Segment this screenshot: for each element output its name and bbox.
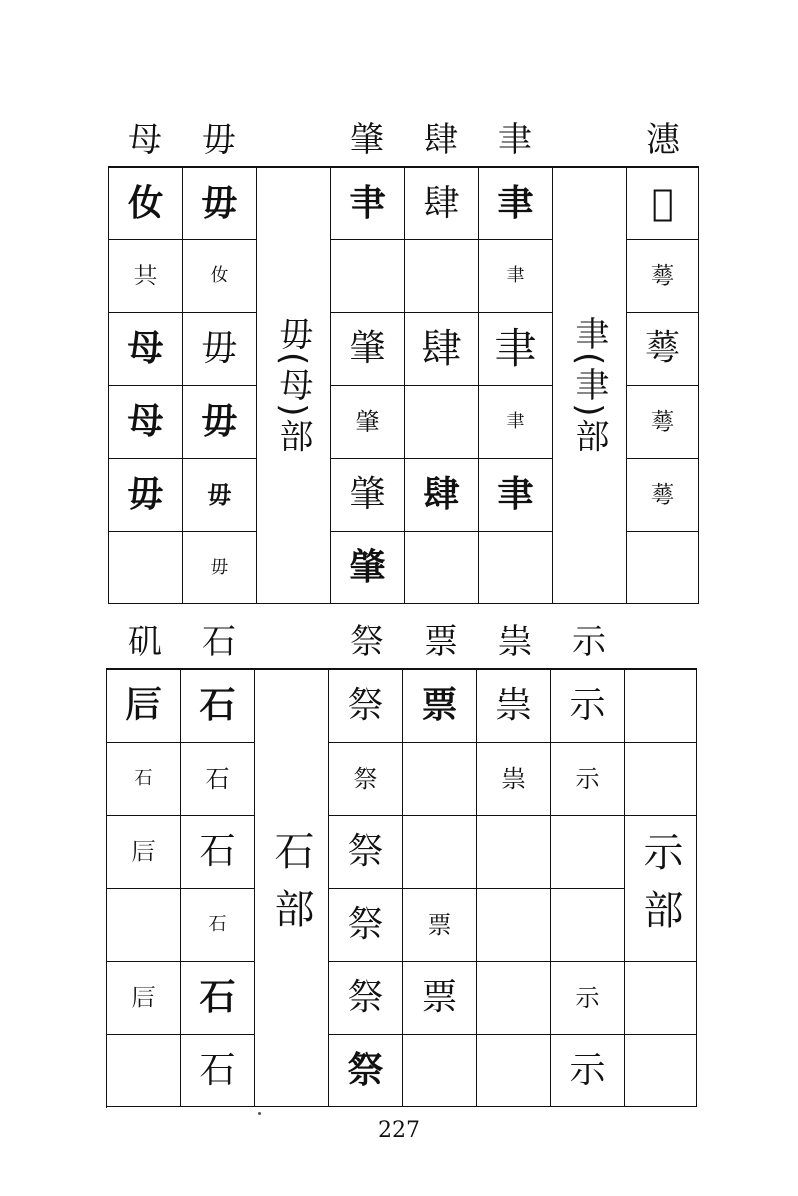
glyph-cell: 肇 — [331, 459, 405, 532]
glyph-cell: 㚢 — [109, 168, 183, 240]
glyph-cell: 𦾓 — [627, 386, 699, 459]
glyph-cell — [479, 532, 553, 604]
glyph-cell — [107, 889, 181, 962]
header-char: 聿 — [498, 120, 532, 160]
glyph-cell: 石 — [181, 816, 255, 889]
glyph-cell: 𦾓 — [627, 240, 699, 313]
glyph-cell — [403, 1035, 477, 1107]
glyph-cell: 示 — [551, 1035, 625, 1107]
header-char: 票 — [424, 622, 458, 662]
glyph-cell: 母 — [109, 313, 183, 386]
glyph-cell: 祭 — [329, 743, 403, 816]
glyph-cell: 石 — [181, 962, 255, 1035]
glyph-cell: 聿 — [479, 459, 553, 532]
glyph-cell — [551, 816, 625, 889]
glyph-cell: 𥐘 — [107, 670, 181, 743]
glyph-cell: 毋 — [109, 459, 183, 532]
glyph-cell: 毋 — [183, 313, 257, 386]
glyph-cell: 石 — [107, 743, 181, 816]
glyph-cell: 㚢 — [183, 240, 257, 313]
top-header-row — [108, 118, 700, 162]
header-char: 母 — [128, 120, 162, 160]
empty-cell — [625, 743, 697, 816]
glyph-cell: 肆 — [405, 168, 479, 240]
glyph-cell: 石 — [181, 1035, 255, 1107]
radical-label: 示部 — [625, 816, 697, 962]
radical-label: 毋(母)部 — [257, 168, 331, 604]
glyph-cell: 聿 — [479, 168, 553, 240]
glyph-cell: 𠔏 — [109, 240, 183, 313]
glyph-cell: 票 — [403, 889, 477, 962]
glyph-cell: 𦾓 — [627, 313, 699, 386]
header-char: 毋 — [202, 120, 236, 160]
glyph-cell: 示 — [551, 743, 625, 816]
glyph-cell — [403, 743, 477, 816]
header-char: 示 — [572, 622, 606, 662]
glyph-cell: 𧆞 — [627, 168, 699, 240]
glyph-cell — [477, 816, 551, 889]
glyph-cell: 毋 — [183, 386, 257, 459]
radical-label: 石部 — [255, 670, 329, 1107]
top-character-table — [108, 166, 699, 604]
bottom-header-row — [108, 620, 700, 664]
glyph-cell: 肆 — [405, 313, 479, 386]
glyph-cell: 𥐘 — [107, 962, 181, 1035]
glyph-cell: 肇 — [331, 532, 405, 604]
glyph-cell: 祭 — [329, 962, 403, 1035]
glyph-cell: 𥐘 — [107, 816, 181, 889]
glyph-cell: 肇 — [331, 313, 405, 386]
glyph-cell: 祟 — [477, 743, 551, 816]
glyph-cell: 票 — [403, 962, 477, 1035]
glyph-cell — [405, 386, 479, 459]
header-char: 祭 — [350, 622, 384, 662]
glyph-cell: 石 — [181, 889, 255, 962]
glyph-cell: 聿 — [479, 386, 553, 459]
glyph-cell: 聿 — [479, 313, 553, 386]
glyph-cell: 示 — [551, 962, 625, 1035]
glyph-cell: 祭 — [329, 816, 403, 889]
glyph-cell: 𦘒 — [331, 168, 405, 240]
glyph-cell: 毋 — [183, 168, 257, 240]
header-char: 肆 — [424, 120, 458, 160]
glyph-cell: 母 — [109, 386, 183, 459]
glyph-cell: 毋 — [183, 532, 257, 604]
empty-cell — [625, 670, 697, 743]
bottom-character-table — [106, 668, 697, 1108]
glyph-cell — [477, 889, 551, 962]
glyph-cell: 肆 — [405, 459, 479, 532]
glyph-cell: 票 — [403, 670, 477, 743]
glyph-cell: 示 — [551, 670, 625, 743]
radical-label: 聿(聿)部 — [553, 168, 627, 604]
header-char: 肇 — [350, 120, 384, 160]
header-char: 潓 — [646, 120, 680, 160]
glyph-cell — [107, 1035, 181, 1107]
glyph-cell — [551, 889, 625, 962]
page-number: 227 — [378, 1118, 420, 1143]
glyph-cell — [627, 532, 699, 604]
header-char: 石 — [202, 622, 236, 662]
glyph-cell — [405, 240, 479, 313]
glyph-cell: 祭 — [329, 1035, 403, 1107]
glyph-cell: 肇 — [331, 386, 405, 459]
glyph-cell — [403, 816, 477, 889]
glyph-cell: 石 — [181, 743, 255, 816]
glyph-cell: 祭 — [329, 670, 403, 743]
glyph-cell — [477, 962, 551, 1035]
empty-cell — [625, 1035, 697, 1107]
glyph-cell: 祭 — [329, 889, 403, 962]
glyph-cell: 𦾓 — [627, 459, 699, 532]
glyph-cell: 毋 — [183, 459, 257, 532]
header-char: 矶 — [128, 622, 162, 662]
glyph-cell — [405, 532, 479, 604]
header-char: 祟 — [498, 622, 532, 662]
glyph-cell: 石 — [181, 670, 255, 743]
glyph-cell — [109, 532, 183, 604]
glyph-cell: 聿 — [479, 240, 553, 313]
scan-speck — [258, 1112, 261, 1115]
glyph-cell — [331, 240, 405, 313]
glyph-cell — [477, 1035, 551, 1107]
glyph-cell: 祟 — [477, 670, 551, 743]
empty-cell — [625, 962, 697, 1035]
